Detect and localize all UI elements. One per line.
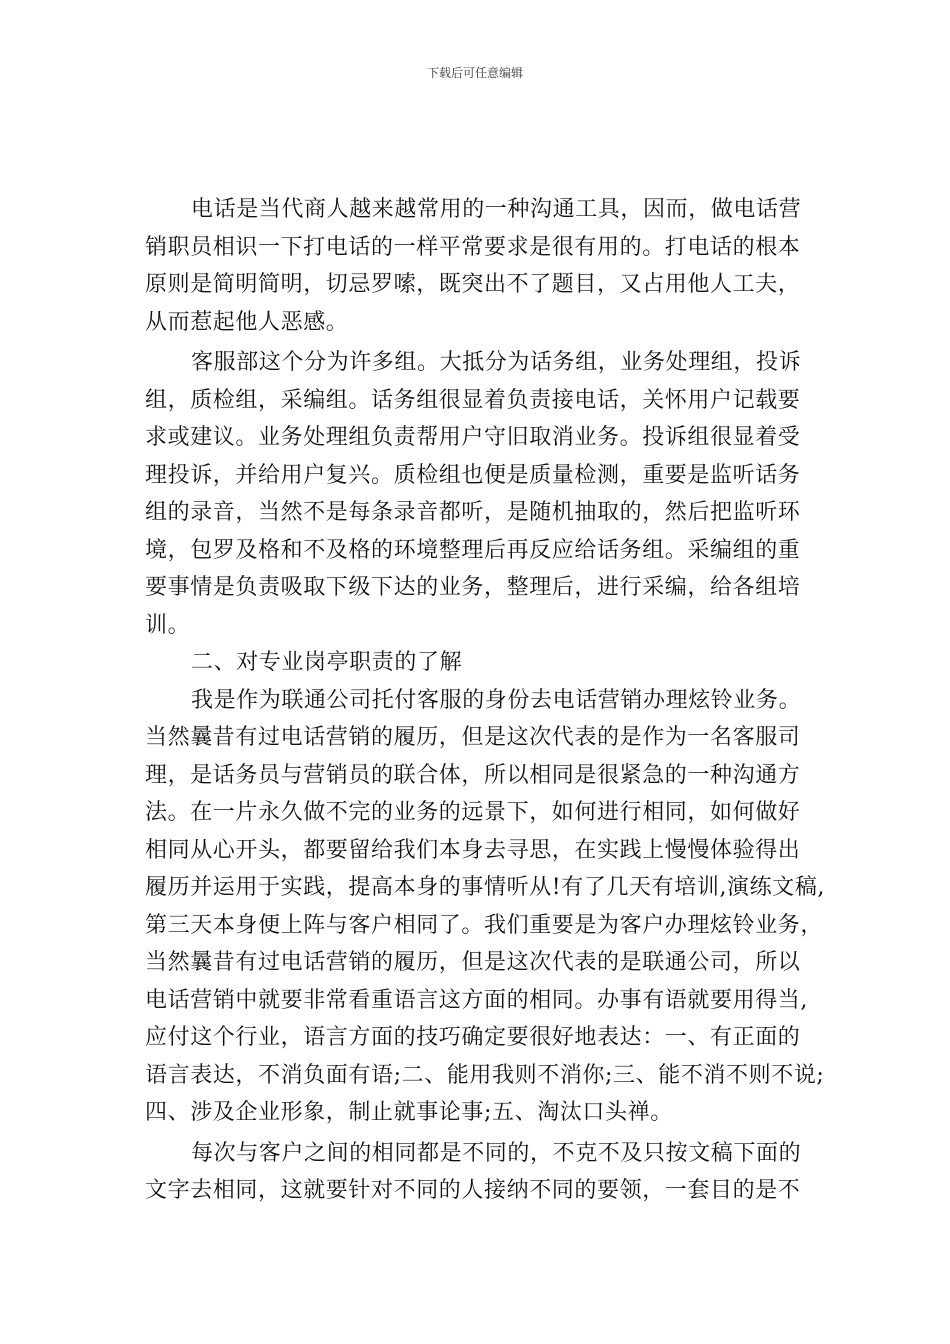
text-line: 每次与客户之间的相同都是不同的，不克不及只按文稿下面的 (191, 1140, 802, 1166)
section-heading (145, 644, 825, 682)
document-body (145, 191, 825, 1210)
text-line: 客服部这个分为许多组。大抵分为话务组，业务处理组，投诉 (191, 350, 802, 375)
text-line: 求或建议。业务处理组负责帮用户守旧取消业务。投诉组很显着受 (145, 425, 801, 450)
text-line: 文字去相同，这就要针对不同的人接纳不同的要领，一套目的是不 (145, 1178, 801, 1203)
text-line: 组，质检组，采编组。话务组很显着负责接电话，关怀用户记载要 (145, 387, 801, 413)
paragraph-4 (145, 1135, 825, 1210)
text-line: 理投诉，并给用户复兴。质检组也便是质量检测，重要是监听话务 (145, 462, 801, 488)
text-line: 组的录音，当然不是每条录音都听，是随机抽取的，然后把监听环 (145, 500, 801, 525)
paragraph-2 (145, 344, 825, 644)
text-line: 当然曩昔有过电话营销的履历，但是这次代表的是作为一名客服司 (145, 725, 801, 750)
text-line: 四、涉及企业形象，制止就事论事;五、淘汰口头禅。 (145, 1100, 673, 1125)
text-line: 应付这个行业，语言方面的技巧确定要很好地表达：一、有正面的 (145, 1025, 801, 1050)
text-line: 第三天本身便上阵与客户相同了。我们重要是为客户办理炫铃业务， (145, 912, 824, 938)
text-line: 语言表达，不消负面有语;二、能用我则不消你;三、能不消不则不说; (145, 1062, 825, 1088)
text-line: 销职员相识一下打电话的一样平常要求是很有用的。打电话的根本 (145, 234, 801, 260)
paragraph-3 (145, 682, 825, 1132)
text-line: 当然曩昔有过电话营销的履历，但是这次代表的是联通公司，所以 (145, 950, 801, 975)
text-line: 训。 (145, 612, 191, 638)
text-line: 电话是当代商人越来越常用的一种沟通工具，因而，做电话营 (191, 197, 802, 222)
text-line: 相同从心开头，都要留给我们本身去寻思，在实践上慢慢体验得出 (145, 837, 801, 863)
text-line: 履历并运用于实践，提高本身的事情听从!有了几天有培训,演练文稿, (145, 875, 826, 900)
text-line: 原则是简明简明，切忌罗嗦，既突出不了题目，又占用他人工夫， (145, 272, 801, 297)
text-line: 要事情是负责吸取下级下达的业务，整理后，进行采编，给各组培 (145, 575, 801, 600)
text-line: 我是作为联通公司托付客服的身份去电话营销办理炫铃业务。 (191, 687, 802, 713)
text-line: 理，是话务员与营销员的联合体，所以相同是很紧急的一种沟通方 (145, 762, 801, 788)
section-heading-text: 二、对专业岗亭职责的了解 (191, 650, 463, 675)
text-line: 从而惹起他人恶感。 (145, 309, 349, 335)
text-line: 境，包罗及格和不及格的环境整理后再反应给话务组。采编组的重 (145, 537, 801, 563)
text-line: 电话营销中就要非常看重语言这方面的相同。办事有语就要用得当, (145, 987, 808, 1013)
page-header: 下载后可任意编辑 (426, 66, 523, 80)
text-line: 法。在一片永久做不完的业务的远景下，如何进行相同，如何做好 (145, 800, 801, 825)
paragraph-1 (145, 191, 825, 341)
